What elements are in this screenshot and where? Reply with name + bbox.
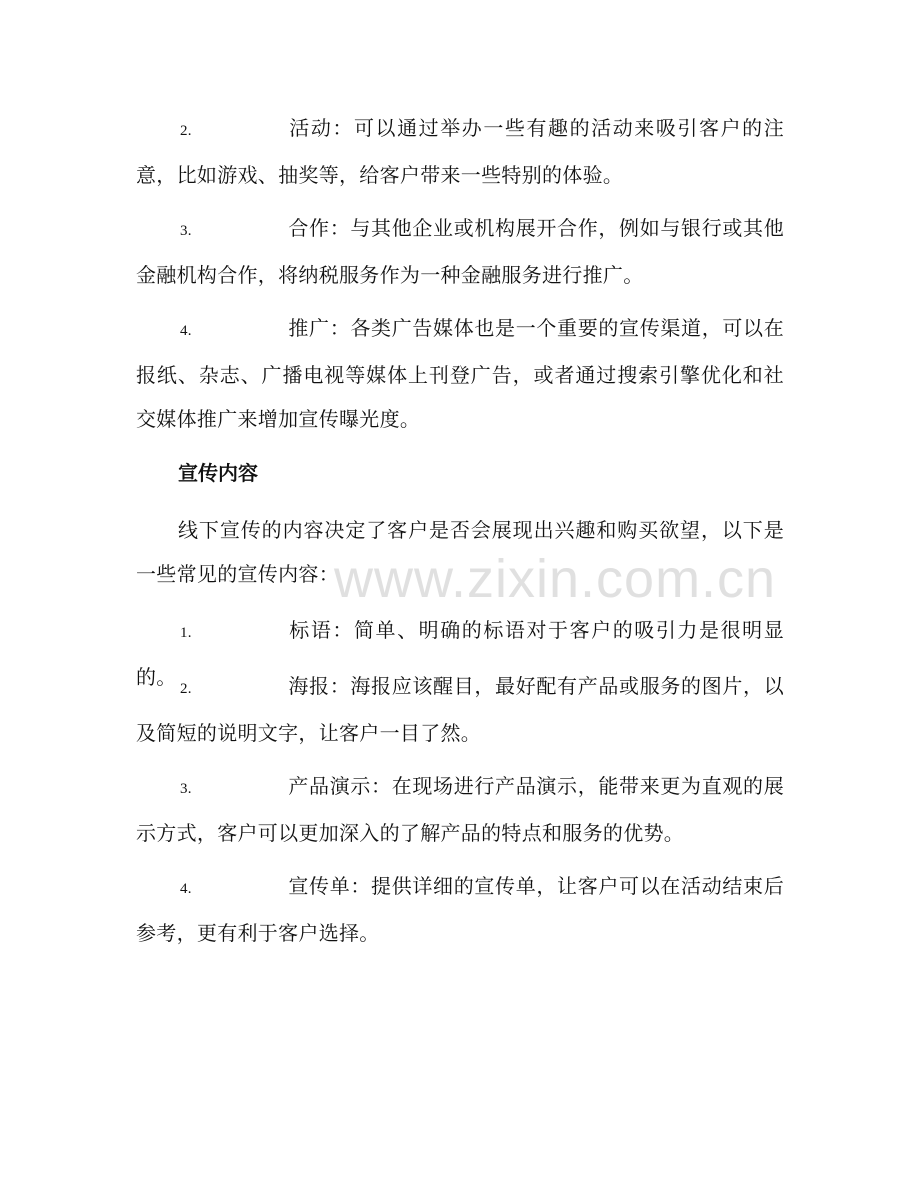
list-item-number: 3. xyxy=(180,781,192,797)
list-item-number: 1. xyxy=(180,625,192,641)
list-item xyxy=(136,864,784,955)
watermark: www.zixin.com.cn xyxy=(334,549,777,609)
list-item xyxy=(136,206,784,297)
section-heading: 宣传内容 xyxy=(178,461,258,485)
list-item-number: 2. xyxy=(180,681,192,697)
list-item-text: 推广：各类广告媒体也是一个重要的宣传渠道，可以在报纸、杂志、广播电视等媒体上刊登广告，或者通过搜索引擎优化和社交媒体推广来增加宣传曝光度。 xyxy=(136,316,784,431)
list-item-number: 2. xyxy=(180,123,192,139)
list-item-text: 活动：可以通过举办一些有趣的活动来吸引客户的注意，比如游戏、抽奖等，给客户带来一些特别的体验。 xyxy=(136,116,784,187)
list-item xyxy=(136,106,784,197)
list-item xyxy=(136,664,784,755)
intro-paragraph: 线下宣传的内容决定了客户是否会展现出兴趣和购买欲望，以下是一些常见的宣传内容： xyxy=(136,518,784,586)
list-item xyxy=(136,306,784,441)
list-item-number: 4. xyxy=(180,323,192,339)
list-item-text: 合作：与其他企业或机构展开合作，例如与银行或其他金融机构合作，将纳税服务作为一种金融服务进行推广。 xyxy=(136,216,784,287)
list-item-text: 宣传单：提供详细的宣传单，让客户可以在活动结束后参考，更有利于客户选择。 xyxy=(136,874,784,945)
list-item-number: 4. xyxy=(180,881,192,897)
list-item xyxy=(136,764,784,855)
list-item-text: 海报：海报应该醒目，最好配有产品或服务的图片，以及简短的说明文字，让客户一目了然。 xyxy=(136,674,784,745)
list-item-text: 标语：简单、明确的标语对于客户的吸引力是很明显的。 xyxy=(136,618,784,689)
list-item-number: 3. xyxy=(180,223,192,239)
list-item-text: 产品演示：在现场进行产品演示，能带来更为直观的展示方式，客户可以更加深入的了解产品的特点和服务的优势。 xyxy=(136,774,784,845)
